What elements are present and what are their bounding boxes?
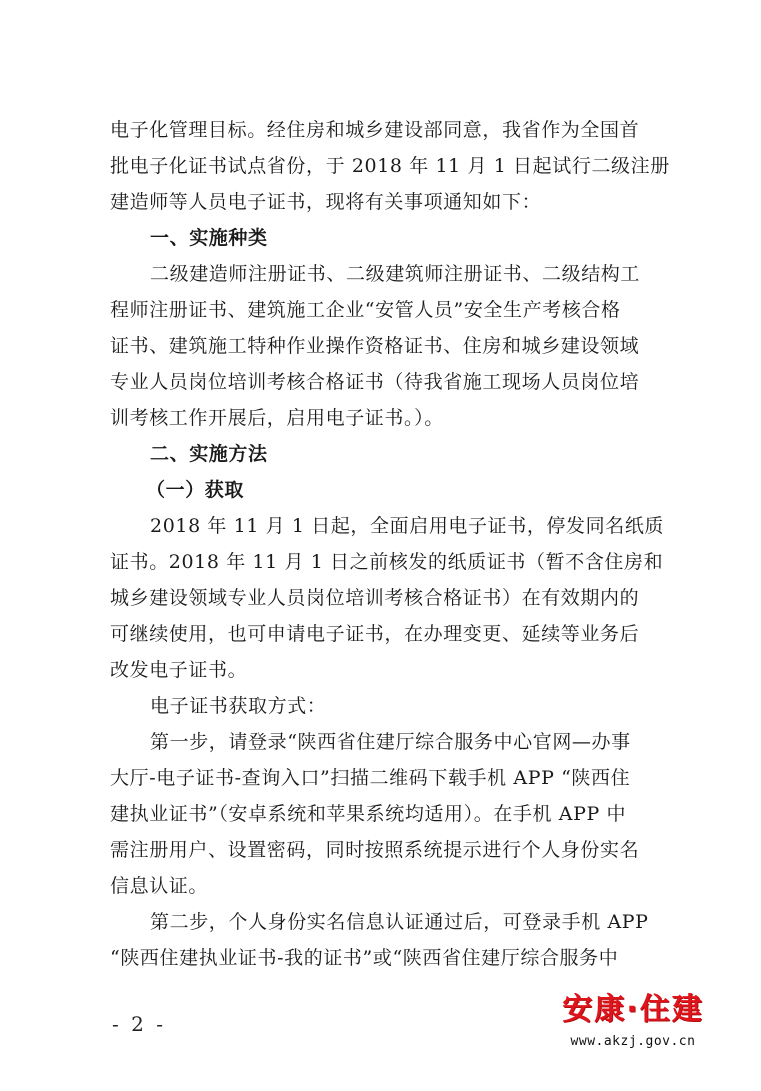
paragraph-line: 第二步，个人身份实名信息认证通过后，可登录手机 APP <box>150 911 649 933</box>
paragraph-line: 需注册用户、设置密码，同时按照系统提示进行个人身份实名 <box>110 839 640 861</box>
paragraph-line: 建造师等人员电子证书，现将有关事项通知如下： <box>110 191 542 213</box>
paragraph-line: 批电子化证书试点省份，于 2018 年 11 月 1 日起试行二级注册 <box>110 155 670 177</box>
paragraph-line: 电子化管理目标。经住房和城乡建设部同意，我省作为全国首 <box>110 119 640 141</box>
logo-title: 安康·住建 <box>562 992 704 1027</box>
paragraph-line: 城乡建设领域专业人员岗位培训考核合格证书）在有效期内的 <box>110 587 640 609</box>
paragraph-line: 建执业证书”（安卓系统和苹果系统均适用）。在手机 APP 中 <box>110 803 627 825</box>
logo-url: www.akzj.gov.cn <box>570 1034 696 1049</box>
paragraph-line: 二级建造师注册证书、二级建筑师注册证书、二级结构工 <box>150 263 641 285</box>
section-heading: 二、实施方法 <box>150 443 268 465</box>
paragraph-line: 大厅-电子证书-查询入口”扫描二维码下载手机 APP “陕西住 <box>110 767 631 789</box>
paragraph-line: 2018 年 11 月 1 日起，全面启用电子证书，停发同名纸质 <box>150 515 665 537</box>
paragraph-line: 程师注册证书、建筑施工企业“安管人员”安全生产考核合格 <box>110 299 621 321</box>
paragraph-line: 信息认证。 <box>110 875 209 897</box>
paragraph-line: 训考核工作开展后，启用电子证书。）。 <box>110 407 444 429</box>
site-logo <box>548 990 718 1070</box>
paragraph-line: 可继续使用，也可申请电子证书，在办理变更、延续等业务后 <box>110 623 640 645</box>
page-number: - 2 - <box>112 1012 166 1036</box>
section-heading: 一、实施种类 <box>150 227 268 249</box>
paragraph-line: 专业人员岗位培训考核合格证书（待我省施工现场人员岗位培 <box>110 371 640 393</box>
paragraph-line: 第一步，请登录“陕西省住建厅综合服务中心官网—办事 <box>150 731 631 753</box>
subsection-heading: （一）获取 <box>146 479 245 501</box>
paragraph-line: 电子证书获取方式： <box>150 695 327 717</box>
paragraph-line: 证书。2018 年 11 月 1 日之前核发的纸质证书（暂不含住房和 <box>110 551 664 573</box>
paragraph-line: 证书、建筑施工特种作业操作资格证书、住房和城乡建设领域 <box>110 335 640 357</box>
document-body <box>110 112 670 976</box>
paragraph-line: “陕西住建执业证书-我的证书”或“陕西省住建厅综合服务中 <box>110 947 619 969</box>
paragraph-line: 改发电子证书。 <box>110 659 248 681</box>
